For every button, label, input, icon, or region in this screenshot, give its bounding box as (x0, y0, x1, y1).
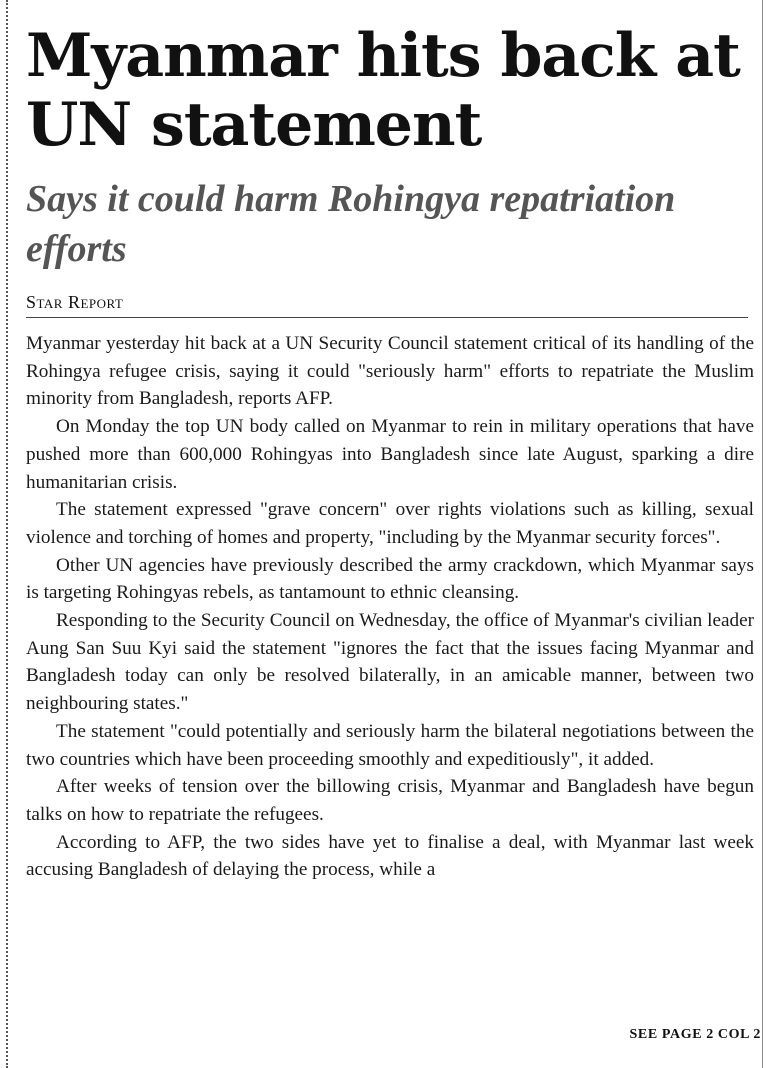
byline: Star Report (26, 292, 124, 312)
paragraph: The statement "could potentially and seriously harm the bilateral negotiations between the two countries which have been proceeding smoothly and expeditiously", it added. (26, 720, 754, 770)
subheadline: Says it could harm Rohingya repatriation efforts (26, 178, 676, 270)
article-body (26, 330, 754, 884)
paragraph: Myanmar yesterday hit back at a UN Security Council statement critical of its handling of the Rohingya refugee crisis, saying it could "seriously harm" efforts to repatriate the Muslim minority from Bangladesh, reports AFP. (26, 333, 754, 410)
paragraph: Other UN agencies have previously described the army crackdown, which Myanmar says is targeting Rohingyas rebels, as tantamount to ethnic cleansing. (26, 554, 754, 604)
byline-rule (26, 317, 748, 318)
dotted-column-rule (6, 0, 8, 1068)
paragraph: Responding to the Security Council on Wednesday, the office of Myanmar's civilian leader Aung San Suu Kyi said the statement "ignores the fact that the issues facing Myanmar and Bangladesh today can only be resolved bilaterally, in an amicable manner, between two neighbouring states." (26, 610, 754, 715)
paragraph: According to AFP, the two sides have yet to finalise a deal, with Myanmar last week accusing Bangladesh of delaying the process, while a (26, 831, 754, 881)
paragraph: After weeks of tension over the billowing crisis, Myanmar and Bangladesh have begun talks on how to repatriate the refugees. (26, 776, 754, 825)
paragraph: On Monday the top UN body called on Myanmar to rein in military operations that have pushed more than 600,000 Rohingyas into Bangladesh since late August, sparking a dire humanitarian crisis. (26, 416, 754, 493)
news-article (26, 0, 754, 1068)
headline: Myanmar hits back at UN statement (26, 21, 740, 160)
paragraph: The statement expressed "grave concern" over rights violations such as killing, sexual violence and torching of homes and property, "including by the Myanmar security forces". (26, 499, 754, 548)
continuation-link[interactable]: SEE PAGE 2 COL 2 (629, 1027, 761, 1042)
column-divider (762, 0, 763, 1068)
